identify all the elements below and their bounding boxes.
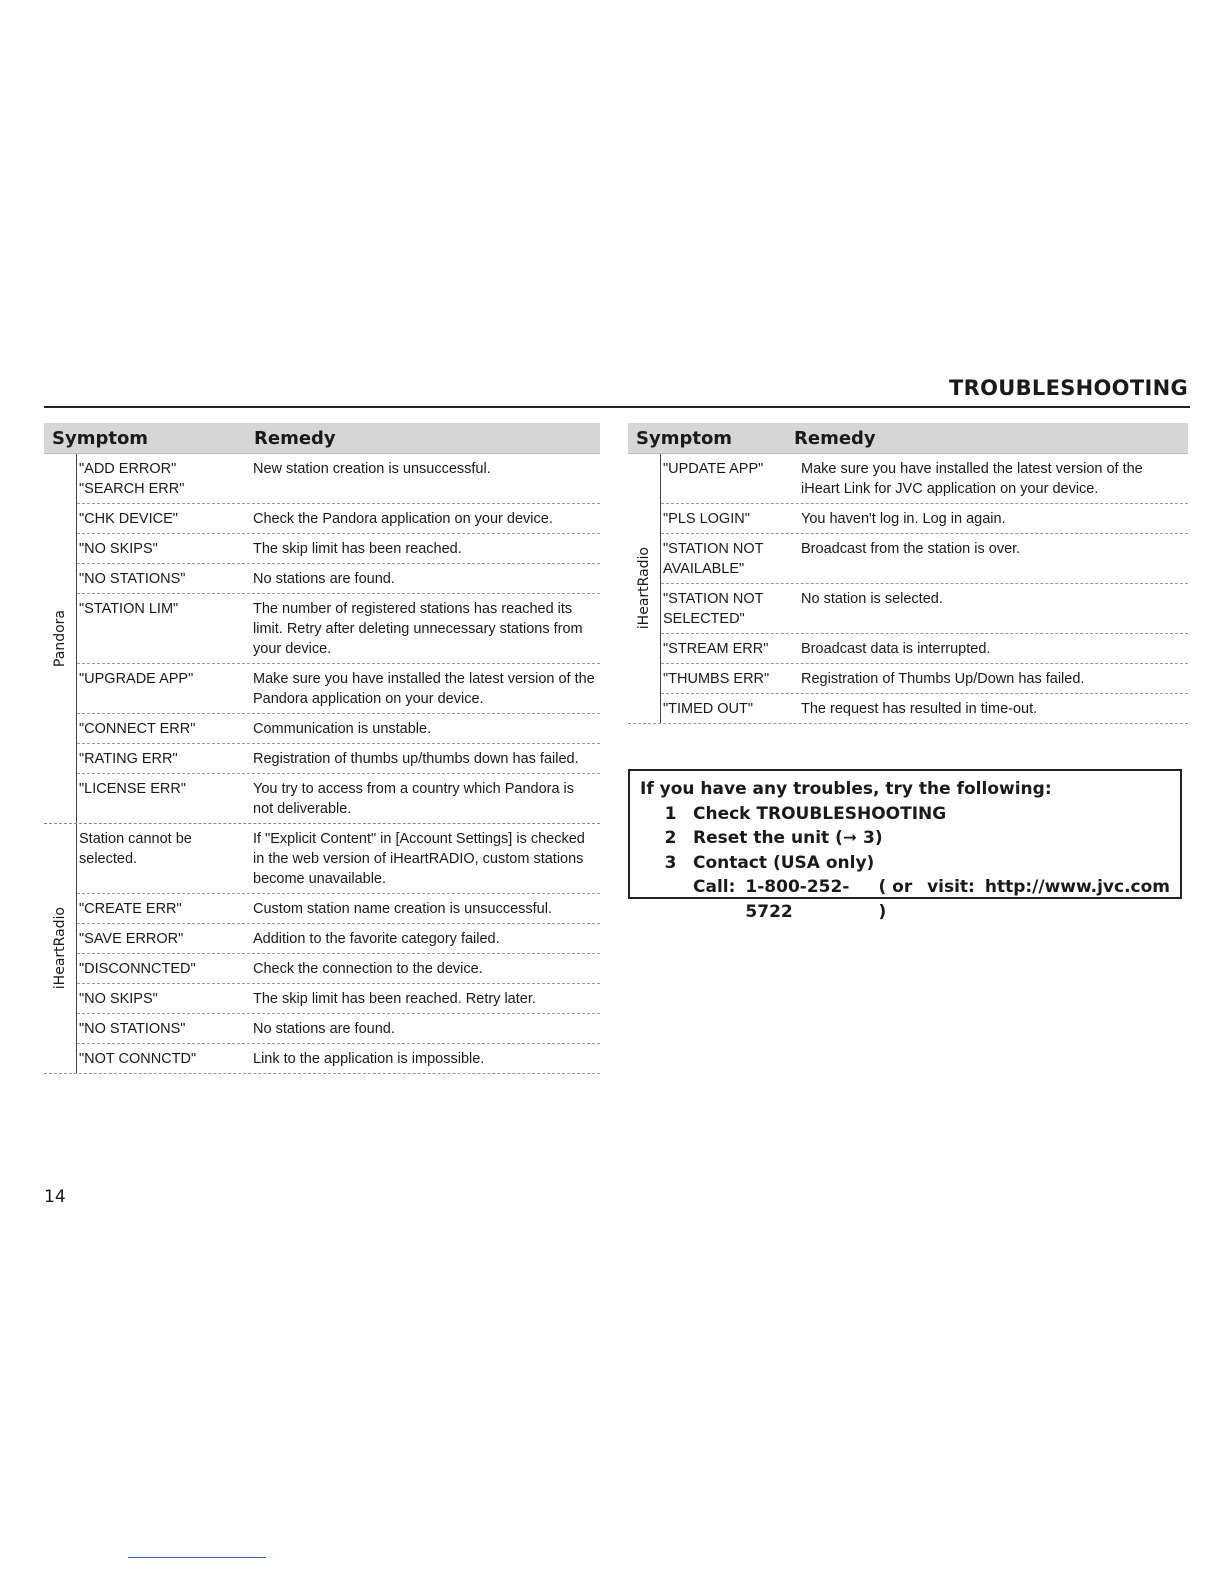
tip-text: Contact (USA only): [693, 852, 875, 873]
remedy-cell: You haven't log in. Log in again.: [801, 511, 1006, 527]
symptom-cell: Station cannot be selected.: [79, 831, 192, 867]
group-label-cell: [628, 454, 661, 723]
table-group: [44, 454, 600, 823]
remedy-cell: The skip limit has been reached. Retry later.: [253, 991, 536, 1007]
call-label: Call:: [693, 877, 736, 897]
remedy-cell: Link to the application is impossible.: [253, 1051, 485, 1067]
symptom-cell: "CHK DEVICE": [79, 511, 178, 527]
remedy-cell: Broadcast data is interrupted.: [801, 641, 991, 657]
table-row: [661, 663, 1188, 693]
table-row: [77, 773, 600, 823]
right-table-body: [628, 454, 1188, 723]
tip-item: [640, 851, 1170, 876]
table-row: [77, 893, 600, 923]
remedy-cell: Make sure you have installed the latest version of the iHeart Link for JVC application on your device.: [801, 461, 1143, 497]
table-header: [628, 423, 1188, 454]
symptom-cell: "NO STATIONS": [79, 571, 186, 587]
remedy-cell: Communication is unstable.: [253, 721, 432, 737]
symptom-cell: "CREATE ERR": [79, 901, 182, 917]
group-label: iHeartRadio: [636, 547, 652, 630]
table-row: [77, 454, 600, 503]
symptom-cell: "ADD ERROR" "SEARCH ERR": [79, 461, 185, 497]
symptom-cell: "NO SKIPS": [79, 991, 158, 1007]
tips-heading: If you have any troubles, try the following:: [640, 779, 1052, 799]
table-row: [77, 824, 600, 893]
table-row: [77, 713, 600, 743]
table-group: [44, 823, 600, 1073]
group-label-cell: [44, 454, 77, 823]
tip-item: [640, 826, 1170, 851]
table-row: [77, 1043, 600, 1073]
symptom-cell: "TIMED OUT": [663, 701, 754, 717]
symptom-cell: "STATION LIM": [79, 601, 179, 617]
symptom-cell: "THUMBS ERR": [663, 671, 770, 687]
table-row: [77, 983, 600, 1013]
remedy-cell: Custom station name creation is unsuccessful.: [253, 901, 552, 917]
remedy-cell: No stations are found.: [253, 571, 395, 587]
table-row: [77, 593, 600, 663]
table-row: [77, 1013, 600, 1043]
remedy-header: Remedy: [254, 427, 336, 449]
table-row: [77, 503, 600, 533]
tips-box: [628, 769, 1182, 922]
symptom-cell: "STATION NOT SELECTED": [663, 591, 764, 627]
symptom-cell: "UPGRADE APP": [79, 671, 194, 687]
group-label-cell: [44, 824, 77, 1073]
remedy-cell: The request has resulted in time-out.: [801, 701, 1038, 717]
remedy-cell: Addition to the favorite category failed.: [253, 931, 500, 947]
remedy-cell: The number of registered stations has reached its limit. Retry after deleting unnecessary stations from your device.: [253, 601, 583, 657]
remedy-cell: Registration of thumbs up/thumbs down has failed.: [253, 751, 579, 767]
page-number: 14: [44, 1187, 66, 1207]
remedy-cell: No station is selected.: [801, 591, 943, 607]
remedy-cell: If "Explicit Content" in [Account Settings] is checked in the web version of iHeartRADIO, custom stations become unavailable.: [253, 831, 585, 887]
symptom-header: Symptom: [52, 427, 149, 449]
symptom-header: Symptom: [636, 427, 733, 449]
symptom-cell: "CONNECT ERR": [79, 721, 196, 737]
symptom-cell: "STATION NOT AVAILABLE": [663, 541, 764, 577]
remedy-cell: You try to access from a country which Pandora is not deliverable.: [253, 781, 575, 817]
table-row: [661, 583, 1188, 633]
tip-number: 1: [664, 803, 677, 824]
page-title: TROUBLESHOOTING: [949, 376, 1188, 400]
title-divider: [44, 406, 1190, 408]
visit-label: visit:: [927, 877, 975, 897]
group-label: iHeartRadio: [52, 907, 68, 990]
table-row: [77, 533, 600, 563]
tip-number: 3: [664, 852, 677, 873]
right-troubleshooting-table: [628, 423, 1188, 725]
symptom-cell: "PLS LOGIN": [663, 511, 750, 527]
tip-text: Check TROUBLESHOOTING: [693, 803, 947, 824]
table-row: [661, 503, 1188, 533]
contact-line: [640, 875, 1170, 924]
symptom-cell: "NO SKIPS": [79, 541, 158, 557]
symptom-cell: "LICENSE ERR": [79, 781, 186, 797]
symptom-cell: "DISCONNCTED": [79, 961, 196, 977]
remedy-cell: Check the Pandora application on your device.: [253, 511, 553, 527]
website-link[interactable]: http://www.jvc.com: [984, 877, 1170, 897]
left-troubleshooting-table: [44, 423, 600, 1075]
table-row: [77, 663, 600, 713]
table-row: [77, 563, 600, 593]
remedy-cell: The skip limit has been reached.: [253, 541, 462, 557]
table-row: [661, 693, 1188, 723]
table-row: [661, 533, 1188, 583]
symptom-cell: "UPDATE APP": [663, 461, 764, 477]
table-bottom-rule: [628, 723, 1188, 725]
remedy-cell: New station creation is unsuccessful.: [253, 461, 491, 477]
group-label: Pandora: [52, 609, 68, 668]
left-table-body: [44, 454, 600, 1073]
remedy-cell: Registration of Thumbs Up/Down has failed.: [801, 671, 1085, 687]
table-bottom-rule: [44, 1073, 600, 1075]
remedy-cell: Check the connection to the device.: [253, 961, 483, 977]
table-row: [661, 454, 1188, 503]
tip-item: [640, 802, 1170, 827]
symptom-cell: "SAVE ERROR": [79, 931, 184, 947]
tip-text: Reset the unit (➞ 3): [693, 828, 883, 848]
table-group: [628, 454, 1188, 723]
remedy-header: Remedy: [794, 427, 876, 449]
symptom-cell: "NOT CONNCTD": [79, 1051, 197, 1067]
symptom-cell: "RATING ERR": [79, 751, 178, 767]
symptom-cell: "NO STATIONS": [79, 1021, 186, 1037]
tip-number: 2: [664, 828, 677, 848]
remedy-cell: Make sure you have installed the latest version of the Pandora application on your device.: [253, 671, 595, 707]
symptom-cell: "STREAM ERR": [663, 641, 769, 657]
table-row: [661, 633, 1188, 663]
or-text: ( or ): [878, 877, 913, 922]
table-row: [77, 953, 600, 983]
phone-number: 1-800-252-5722: [745, 877, 850, 922]
table-row: [77, 743, 600, 773]
table-header: [44, 423, 600, 454]
table-row: [77, 923, 600, 953]
footer-line: [128, 1557, 266, 1558]
remedy-cell: Broadcast from the station is over.: [801, 541, 1021, 557]
remedy-cell: No stations are found.: [253, 1021, 395, 1037]
